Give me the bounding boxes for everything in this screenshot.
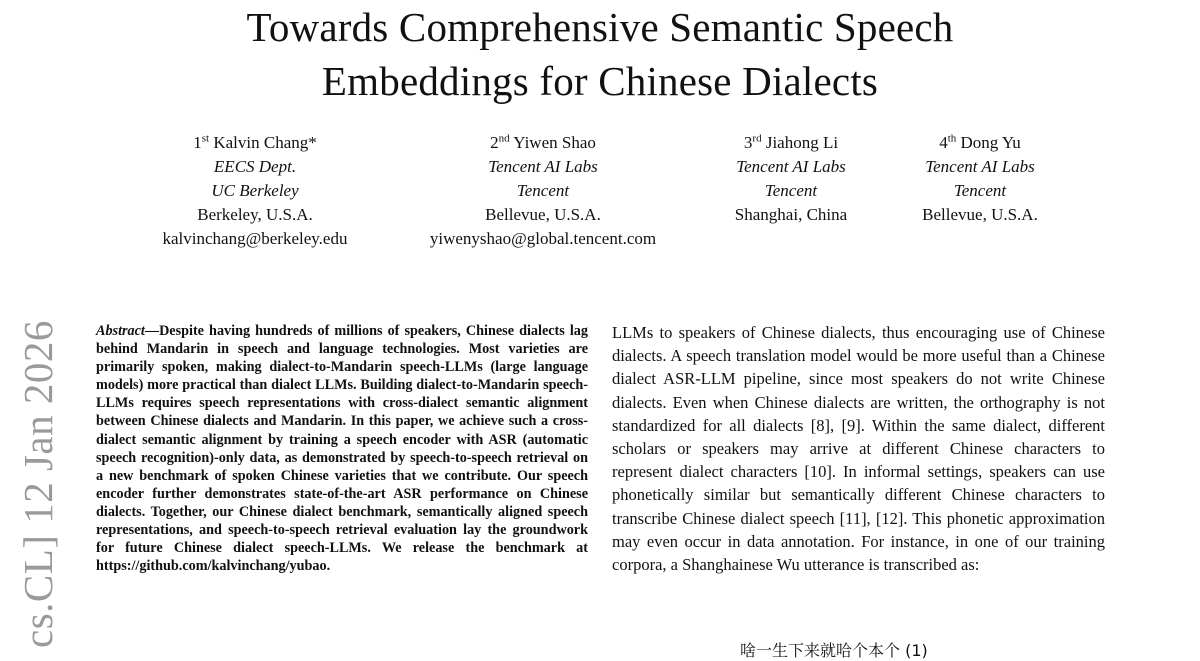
author-ordinal-sup: th <box>947 132 957 145</box>
author-location: Shanghai, China <box>734 205 848 224</box>
arxiv-stamp: cs.CL] 12 Jan 2026 <box>15 320 61 648</box>
author-name: Jiahong Li <box>765 133 839 152</box>
author-dept: Tencent AI Labs <box>925 157 1035 176</box>
author-org: UC Berkeley <box>211 181 299 200</box>
author-name: Kalvin Chang* <box>213 133 317 152</box>
author-org: Tencent <box>953 181 1007 200</box>
author-dept: EECS Dept. <box>213 157 297 176</box>
author-ordinal: 2 <box>490 133 499 152</box>
abstract-text: —Despite having hundreds of millions of speakers, Chinese dialects lag behind Mandarin in speech and language technologies. Most varieties are primarily spoken, making dialect-to-Mandarin speech-LLMs (large language models) more practical than dialect LLMs. Building dialect-to-Mandarin speech-LLMs requires speech representations with cross-dialect semantic alignment between Chinese dialects and Mandarin. In this paper, we achieve such a cross-dialect semantic alignment by training a speech encoder with ASR (automatic speech recognition)-only data, as demonstrated by speech-to-speech retrieval on a new benchmark of spoken Chinese varieties that we contribute. Our speech encoder further demonstrates state-of-the-art ASR performance on Chinese dialects. Together, our Chinese dialect benchmark, semantically aligned speech representations, and speech-to-speech retrieval evaluation lay the groundwork for future Chinese dialect speech-LLMs. We release the benchmark at https://github.com/kalvinchang/yubao. <box>96 323 588 575</box>
author-4 <box>906 131 1054 227</box>
author-2 <box>410 131 676 251</box>
author-ordinal: 3 <box>743 133 753 152</box>
author-dept: Tencent AI Labs <box>488 157 598 176</box>
author-location: Bellevue, U.S.A. <box>485 205 601 224</box>
author-ordinal-sup: nd <box>498 132 510 145</box>
author-name: Dong Yu <box>960 133 1021 152</box>
author-ordinal-sup: st <box>201 132 210 145</box>
author-dept: Tencent AI Labs <box>736 157 846 176</box>
body-column-right: LLMs to speakers of Chinese dialects, thus encouraging use of Chinese dialects. A speech translation model would be more useful than a Chinese dialect ASR-LLM pipeline, since most speakers do not write Chinese dialects. Even when Chinese dialects are written, the orthography is not standardized for all dialects [8], [9]. Within the same dialect, different scholars or speakers may arrive at different Chinese characters to represent dialect characters [10]. In informal settings, speakers can use phonetically similar but semantically different Chinese characters to transcribe Chinese dialect speech [11], [12]. This phonetic approximation may even occur in data annotation. For instance, in one of our training corpora, a Shanghainese Wu utterance is transcribed as: <box>612 323 1105 575</box>
abstract <box>96 322 588 575</box>
paper-title <box>0 0 1200 108</box>
title-line-2: Embeddings for Chinese Dialects <box>321 58 879 104</box>
abstract-label: Abstract <box>96 323 145 339</box>
author-name: Yiwen Shao <box>513 133 596 152</box>
author-org: Tencent <box>516 181 570 200</box>
author-ordinal: 1 <box>193 133 202 152</box>
author-email: kalvinchang@berkeley.edu <box>162 229 348 248</box>
author-location: Berkeley, U.S.A. <box>197 205 313 224</box>
author-ordinal-sup: rd <box>752 132 762 145</box>
equation-1: 啥一生下来就哈个本个 (1) <box>740 641 928 660</box>
author-org: Tencent <box>764 181 818 200</box>
author-1 <box>148 131 362 251</box>
title-line-1: Towards Comprehensive Semantic Speech <box>246 4 954 50</box>
author-location: Bellevue, U.S.A. <box>922 205 1038 224</box>
author-ordinal: 4 <box>939 133 948 152</box>
author-email: yiwenyshao@global.tencent.com <box>429 229 657 248</box>
author-3 <box>718 131 864 227</box>
